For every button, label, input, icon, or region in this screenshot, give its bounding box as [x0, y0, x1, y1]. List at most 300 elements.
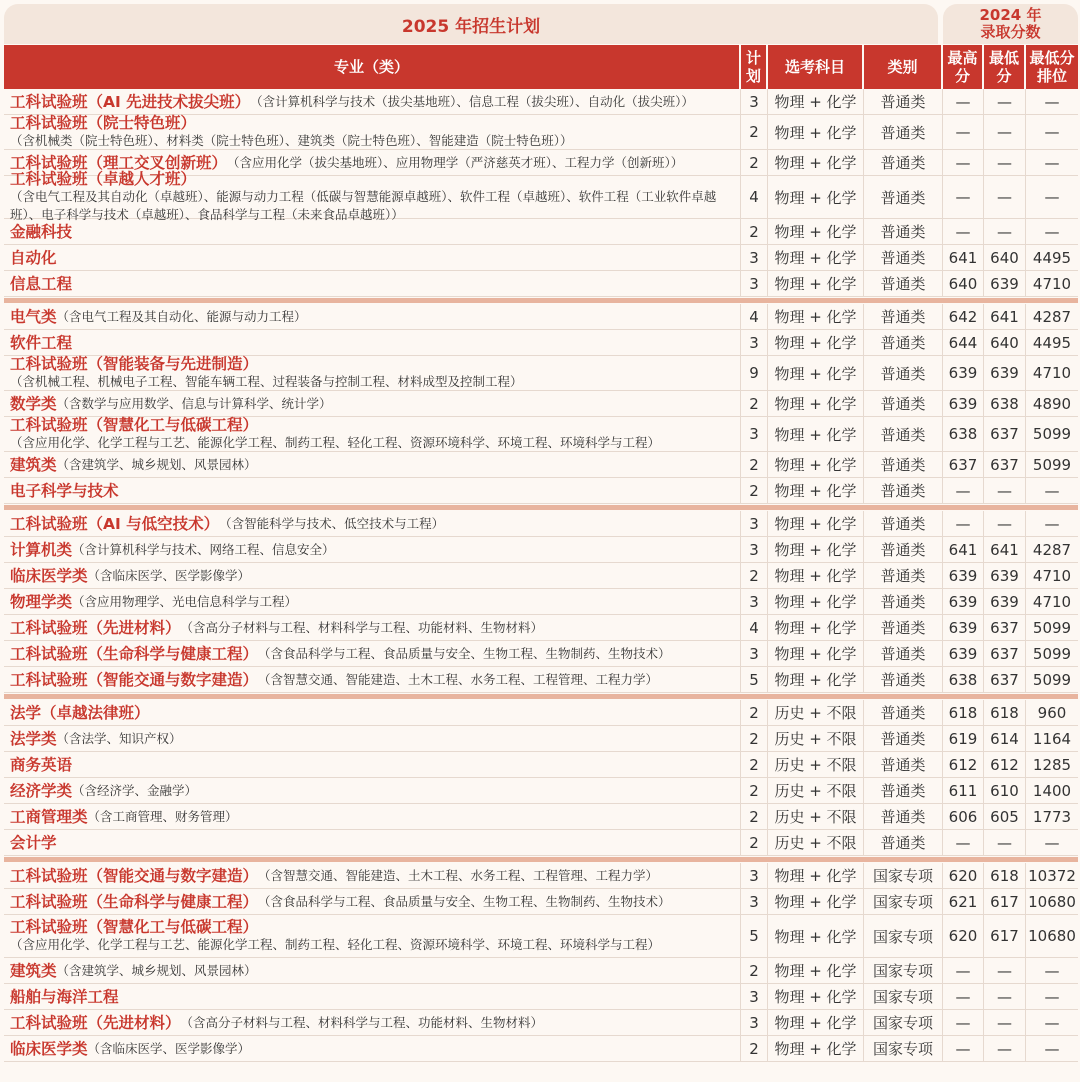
- max-score: 620: [943, 863, 984, 888]
- score-title-year: 2024 年: [979, 6, 1042, 24]
- major-note: （含工商管理、财务管理）: [87, 808, 238, 824]
- table-row: [4, 1010, 1078, 1036]
- major-cell: [4, 356, 741, 390]
- plan-count: 3: [741, 271, 768, 296]
- major-note: （含智慧交通、智能建造、土木工程、水务工程、工程管理、工程力学）: [258, 867, 659, 883]
- max-score: —: [943, 1036, 984, 1061]
- major-name: 工科试验班（生命科学与健康工程）: [10, 892, 259, 911]
- section-divider: [4, 857, 1078, 862]
- table-row: [4, 667, 1078, 693]
- plan-count: 4: [741, 304, 768, 329]
- min-rank: 4287: [1032, 307, 1072, 326]
- major-cell: [4, 804, 741, 829]
- min-rank: 5099: [1032, 618, 1072, 637]
- major-cell: [4, 304, 741, 329]
- category: 普通类: [864, 804, 943, 829]
- min-rank: —: [1044, 961, 1060, 980]
- major-name: 金融科技: [10, 222, 73, 241]
- category: 国家专项: [864, 863, 943, 888]
- min-score: —: [984, 1036, 1026, 1061]
- major-cell: [4, 219, 741, 244]
- min-score: —: [984, 89, 1026, 114]
- major-cell: [4, 641, 741, 666]
- table-row: [4, 356, 1078, 391]
- min-score: 614: [984, 726, 1026, 751]
- category: 普通类: [864, 778, 943, 803]
- major-name: 工科试验班（AI 与低空技术）: [10, 514, 220, 533]
- min-rank: 1400: [1032, 781, 1072, 800]
- plan-count: 2: [741, 452, 768, 477]
- table-row: [4, 700, 1078, 726]
- subject-requirement: 历史 + 不限: [768, 752, 864, 777]
- subject-requirement: 历史 + 不限: [768, 700, 864, 725]
- major-cell: [4, 915, 741, 957]
- major-name: 数学类: [10, 394, 57, 413]
- major-cell: [4, 1010, 741, 1035]
- category: 普通类: [864, 176, 943, 218]
- table-row: [4, 915, 1078, 958]
- major-name: 工科试验班（卓越人才班）: [10, 170, 197, 188]
- max-score: 637: [943, 452, 984, 477]
- category: 普通类: [864, 452, 943, 477]
- major-name: 商务英语: [10, 755, 73, 774]
- category: 普通类: [864, 89, 943, 114]
- table-row: [4, 563, 1078, 589]
- plan-count: 5: [741, 667, 768, 692]
- major-name: 工科试验班（生命科学与健康工程）: [10, 644, 259, 663]
- major-note: （含数学与应用数学、信息与计算科学、统计学）: [56, 395, 332, 411]
- major-name: 工科试验班（先进材料）: [10, 618, 181, 637]
- major-name: 建筑类: [10, 961, 57, 980]
- plan-count: 2: [741, 804, 768, 829]
- min-rank: 4495: [1032, 333, 1072, 352]
- major-note: （含计算机科学与技术（拔尖基地班）、信息工程（拔尖班）、自动化（拔尖班））: [250, 93, 694, 109]
- subject-requirement: 物理 + 化学: [768, 889, 864, 914]
- major-name: 工科试验班（智能交通与数字建造）: [10, 670, 259, 689]
- major-note: （含电气工程及其自动化、能源与动力工程）: [56, 308, 307, 324]
- major-cell: [4, 589, 741, 614]
- major-name: 临床医学类: [10, 566, 88, 585]
- major-note: （含建筑学、城乡规划、风景园林）: [56, 456, 257, 472]
- subject-requirement: 物理 + 化学: [768, 478, 864, 503]
- category: 普通类: [864, 356, 943, 390]
- plan-count: 2: [741, 115, 768, 149]
- min-score: 617: [984, 889, 1026, 914]
- plan-count: 2: [741, 726, 768, 751]
- plan-count: 2: [741, 478, 768, 503]
- category: 普通类: [864, 417, 943, 451]
- table-row: [4, 417, 1078, 452]
- major-name: 临床医学类: [10, 1039, 88, 1058]
- major-name: 工科试验班（智慧化工与低碳工程）: [10, 416, 259, 434]
- min-score: 612: [984, 752, 1026, 777]
- table-row: [4, 304, 1078, 330]
- category: 普通类: [864, 511, 943, 536]
- max-score: 619: [943, 726, 984, 751]
- title-bar: [0, 0, 1080, 44]
- major-name: 工科试验班（先进材料）: [10, 1013, 181, 1032]
- subject-requirement: 物理 + 化学: [768, 589, 864, 614]
- max-score: 638: [943, 667, 984, 692]
- max-score: —: [943, 176, 984, 218]
- category: 普通类: [864, 667, 943, 692]
- plan-count: 4: [741, 615, 768, 640]
- table-row: [4, 863, 1078, 889]
- major-note: （含建筑学、城乡规划、风景园林）: [56, 962, 257, 978]
- min-score: 639: [984, 589, 1026, 614]
- major-cell: [4, 667, 741, 692]
- min-rank: 10372: [1028, 866, 1076, 885]
- min-rank: 10680: [1028, 892, 1076, 911]
- major-cell: [4, 563, 741, 588]
- min-score: —: [984, 958, 1026, 983]
- max-score: 639: [943, 641, 984, 666]
- subject-requirement: 物理 + 化学: [768, 615, 864, 640]
- min-rank: 960: [1037, 703, 1067, 722]
- major-note: （含临床医学、医学影像学）: [87, 1040, 251, 1056]
- min-score: 640: [984, 330, 1026, 355]
- major-note: （含计算机科学与技术、网络工程、信息安全）: [72, 541, 335, 557]
- table-row: [4, 830, 1078, 856]
- subject-requirement: 历史 + 不限: [768, 830, 864, 855]
- plan-count: 2: [741, 700, 768, 725]
- header-major: 专业（类）: [4, 45, 741, 89]
- major-cell: [4, 391, 741, 416]
- max-score: —: [943, 830, 984, 855]
- major-note: （含智慧交通、智能建造、土木工程、水务工程、工程管理、工程力学）: [258, 671, 659, 687]
- subject-requirement: 物理 + 化学: [768, 667, 864, 692]
- min-score: 605: [984, 804, 1026, 829]
- max-score: 641: [943, 537, 984, 562]
- subject-requirement: 物理 + 化学: [768, 150, 864, 175]
- category: 普通类: [864, 391, 943, 416]
- major-note: （含应用化学（拔尖基地班）、应用物理学（严济慈英才班）、工程力学（创新班））: [227, 154, 684, 170]
- header-min-l2: 分: [996, 67, 1012, 85]
- min-score: 618: [984, 700, 1026, 725]
- major-cell: [4, 452, 741, 477]
- category: 普通类: [864, 700, 943, 725]
- major-note: （含临床医学、医学影像学）: [87, 567, 251, 583]
- min-score: 610: [984, 778, 1026, 803]
- min-score: 637: [984, 615, 1026, 640]
- max-score: 639: [943, 391, 984, 416]
- category: 普通类: [864, 615, 943, 640]
- table-header: [4, 45, 1078, 89]
- max-score: 639: [943, 589, 984, 614]
- plan-count: 2: [741, 219, 768, 244]
- table-row: [4, 958, 1078, 984]
- plan-title: 2025 年招生计划: [4, 4, 938, 44]
- major-name: 物理学类: [10, 592, 73, 611]
- category: 国家专项: [864, 984, 943, 1009]
- table-row: [4, 804, 1078, 830]
- major-name: 会计学: [10, 833, 57, 852]
- major-cell: [4, 417, 741, 451]
- max-score: —: [943, 984, 984, 1009]
- table-row: [4, 589, 1078, 615]
- min-rank: —: [1044, 92, 1060, 111]
- subject-requirement: 物理 + 化学: [768, 452, 864, 477]
- max-score: 639: [943, 563, 984, 588]
- table-row: [4, 219, 1078, 245]
- category: 普通类: [864, 726, 943, 751]
- score-title: [943, 4, 1078, 44]
- category: 普通类: [864, 115, 943, 149]
- subject-requirement: 物理 + 化学: [768, 356, 864, 390]
- major-name: 工科试验班（理工交叉创新班）: [10, 153, 228, 172]
- min-score: 617: [984, 915, 1026, 957]
- table-row: [4, 726, 1078, 752]
- min-rank: 5099: [1032, 670, 1072, 689]
- table-row: [4, 115, 1078, 150]
- header-min: [984, 45, 1026, 89]
- plan-count: 3: [741, 245, 768, 270]
- category: 普通类: [864, 478, 943, 503]
- subject-requirement: 物理 + 化学: [768, 304, 864, 329]
- max-score: 621: [943, 889, 984, 914]
- major-cell: [4, 245, 741, 270]
- plan-count: 2: [741, 1036, 768, 1061]
- subject-requirement: 物理 + 化学: [768, 863, 864, 888]
- subject-requirement: 物理 + 化学: [768, 115, 864, 149]
- category: 普通类: [864, 563, 943, 588]
- plan-count: 3: [741, 984, 768, 1009]
- category: 普通类: [864, 271, 943, 296]
- min-rank: —: [1044, 987, 1060, 1006]
- plan-count: 3: [741, 863, 768, 888]
- major-note: （含食品科学与工程、食品质量与安全、生物工程、生物制药、生物技术）: [258, 645, 671, 661]
- min-rank: —: [1044, 481, 1060, 500]
- plan-count: 2: [741, 830, 768, 855]
- table-row: [4, 1036, 1078, 1062]
- subject-requirement: 物理 + 化学: [768, 330, 864, 355]
- subject-requirement: 物理 + 化学: [768, 563, 864, 588]
- min-rank: —: [1044, 222, 1060, 241]
- category: 普通类: [864, 150, 943, 175]
- table-row: [4, 271, 1078, 297]
- major-name: 计算机类: [10, 540, 73, 559]
- subject-requirement: 物理 + 化学: [768, 984, 864, 1009]
- table-row: [4, 537, 1078, 563]
- subject-requirement: 物理 + 化学: [768, 245, 864, 270]
- major-cell: [4, 830, 741, 855]
- header-max-l2: 分: [954, 67, 970, 85]
- min-score: 641: [984, 304, 1026, 329]
- subject-requirement: 物理 + 化学: [768, 417, 864, 451]
- max-score: —: [943, 150, 984, 175]
- max-score: 644: [943, 330, 984, 355]
- header-min-l1: 最低: [988, 49, 1019, 67]
- table-row: [4, 511, 1078, 537]
- max-score: 641: [943, 245, 984, 270]
- plan-count: 3: [741, 889, 768, 914]
- subject-requirement: 物理 + 化学: [768, 958, 864, 983]
- major-cell: [4, 863, 741, 888]
- min-score: 639: [984, 271, 1026, 296]
- plan-count: 3: [741, 89, 768, 114]
- major-cell: [4, 615, 741, 640]
- header-rank: [1026, 45, 1078, 89]
- plan-count: 2: [741, 778, 768, 803]
- max-score: —: [943, 1010, 984, 1035]
- major-note: （含应用物理学、光电信息科学与工程）: [72, 593, 298, 609]
- max-score: 618: [943, 700, 984, 725]
- category: 国家专项: [864, 1010, 943, 1035]
- min-score: —: [984, 984, 1026, 1009]
- max-score: —: [943, 89, 984, 114]
- min-score: —: [984, 830, 1026, 855]
- major-name: 工科试验班（智慧化工与低碳工程）: [10, 918, 259, 936]
- plan-count: 3: [741, 537, 768, 562]
- section-divider: [4, 298, 1078, 303]
- category: 普通类: [864, 537, 943, 562]
- category: 普通类: [864, 330, 943, 355]
- table-row: [4, 615, 1078, 641]
- major-name: 工科试验班（AI 先进技术拔尖班）: [10, 92, 251, 111]
- header-max: [943, 45, 984, 89]
- min-score: 640: [984, 245, 1026, 270]
- max-score: 612: [943, 752, 984, 777]
- min-score: —: [984, 115, 1026, 149]
- major-name: 工科试验班（智能装备与先进制造）: [10, 355, 259, 373]
- table-row: [4, 452, 1078, 478]
- major-cell: [4, 170, 741, 222]
- major-name: 工科试验班（院士特色班）: [10, 114, 197, 132]
- table-row: [4, 245, 1078, 271]
- subject-requirement: 物理 + 化学: [768, 915, 864, 957]
- subject-requirement: 物理 + 化学: [768, 641, 864, 666]
- major-name: 经济学类: [10, 781, 73, 800]
- min-score: —: [984, 1010, 1026, 1035]
- max-score: 639: [943, 615, 984, 640]
- max-score: 620: [943, 915, 984, 957]
- min-rank: —: [1044, 1013, 1060, 1032]
- min-rank: —: [1044, 833, 1060, 852]
- header-subject: 选考科目: [768, 45, 864, 89]
- header-max-l1: 最高: [947, 49, 978, 67]
- major-cell: [4, 89, 741, 114]
- min-rank: 5099: [1032, 644, 1072, 663]
- min-score: 618: [984, 863, 1026, 888]
- max-score: 639: [943, 356, 984, 390]
- table-row: [4, 641, 1078, 667]
- major-note: （含法学、知识产权）: [56, 730, 182, 746]
- max-score: 638: [943, 417, 984, 451]
- min-rank: 10680: [1028, 927, 1076, 945]
- major-note: （含应用化学、化学工程与工艺、能源化学工程、制药工程、轻化工程、资源环境科学、环境工程、环境科学与工程）: [10, 435, 661, 450]
- plan-count: 3: [741, 511, 768, 536]
- major-cell: [4, 330, 741, 355]
- major-name: 信息工程: [10, 274, 73, 293]
- min-rank: 4710: [1032, 274, 1072, 293]
- min-rank: 4495: [1032, 248, 1072, 267]
- subject-requirement: 物理 + 化学: [768, 511, 864, 536]
- max-score: 606: [943, 804, 984, 829]
- table-row: [4, 330, 1078, 356]
- min-rank: —: [1044, 188, 1060, 206]
- subject-requirement: 历史 + 不限: [768, 778, 864, 803]
- subject-requirement: 物理 + 化学: [768, 176, 864, 218]
- min-score: 638: [984, 391, 1026, 416]
- major-name: 法学（卓越法律班）: [10, 703, 150, 722]
- max-score: —: [943, 115, 984, 149]
- major-note: （含应用化学、化学工程与工艺、能源化学工程、制药工程、轻化工程、资源环境科学、环境工程、环境科学与工程）: [10, 937, 661, 952]
- min-score: 637: [984, 452, 1026, 477]
- subject-requirement: 物理 + 化学: [768, 1010, 864, 1035]
- max-score: —: [943, 511, 984, 536]
- major-note: （含电气工程及其自动化（卓越班）、能源与动力工程（低碳与智慧能源卓越班）、软件工程（卓越班）、软件工程（工业软件卓越班）、电子科学与技术（卓越班）、食品科学与工程（未来食品卓越班））: [10, 189, 717, 222]
- plan-count: 2: [741, 752, 768, 777]
- category: 普通类: [864, 304, 943, 329]
- table-row: [4, 170, 1078, 222]
- table-row: [4, 889, 1078, 915]
- section-divider: [4, 694, 1078, 699]
- major-name: 船舶与海洋工程: [10, 987, 119, 1006]
- major-name: 法学类: [10, 729, 57, 748]
- plan-count: 3: [741, 1010, 768, 1035]
- major-name: 软件工程: [10, 333, 73, 352]
- major-cell: [4, 1036, 741, 1061]
- min-rank: 1773: [1032, 807, 1072, 826]
- table-row: [4, 752, 1078, 778]
- major-cell: [4, 984, 741, 1009]
- plan-count: 2: [741, 958, 768, 983]
- major-cell: [4, 511, 741, 536]
- major-cell: [4, 752, 741, 777]
- min-score: —: [984, 176, 1026, 218]
- max-score: —: [943, 478, 984, 503]
- category: 普通类: [864, 752, 943, 777]
- table-row: [4, 478, 1078, 504]
- major-cell: [4, 271, 741, 296]
- major-cell: [4, 889, 741, 914]
- major-name: 电气类: [10, 307, 57, 326]
- min-rank: 4287: [1032, 540, 1072, 559]
- header-rank-l1: 最低分: [1029, 49, 1075, 67]
- plan-count: 5: [741, 915, 768, 957]
- major-note: （含食品科学与工程、食品质量与安全、生物工程、生物制药、生物技术）: [258, 893, 671, 909]
- plan-count: 4: [741, 176, 768, 218]
- min-rank: 4890: [1032, 394, 1072, 413]
- major-cell: [4, 778, 741, 803]
- major-name: 工科试验班（智能交通与数字建造）: [10, 866, 259, 885]
- plan-count: 2: [741, 563, 768, 588]
- major-name: 自动化: [10, 248, 57, 267]
- table-row: [4, 778, 1078, 804]
- min-rank: —: [1044, 153, 1060, 172]
- subject-requirement: 物理 + 化学: [768, 271, 864, 296]
- min-rank: —: [1044, 123, 1060, 141]
- subject-requirement: 物理 + 化学: [768, 219, 864, 244]
- table-row: [4, 89, 1078, 115]
- max-score: 642: [943, 304, 984, 329]
- major-cell: [4, 478, 741, 503]
- major-name: 工商管理类: [10, 807, 88, 826]
- max-score: —: [943, 958, 984, 983]
- category: 国家专项: [864, 958, 943, 983]
- max-score: 611: [943, 778, 984, 803]
- subject-requirement: 物理 + 化学: [768, 89, 864, 114]
- plan-count: 3: [741, 589, 768, 614]
- category: 国家专项: [864, 889, 943, 914]
- min-score: 637: [984, 417, 1026, 451]
- header-plan: [741, 45, 768, 89]
- category: 普通类: [864, 830, 943, 855]
- min-score: 639: [984, 563, 1026, 588]
- min-rank: 4710: [1032, 364, 1072, 382]
- max-score: 640: [943, 271, 984, 296]
- min-score: —: [984, 219, 1026, 244]
